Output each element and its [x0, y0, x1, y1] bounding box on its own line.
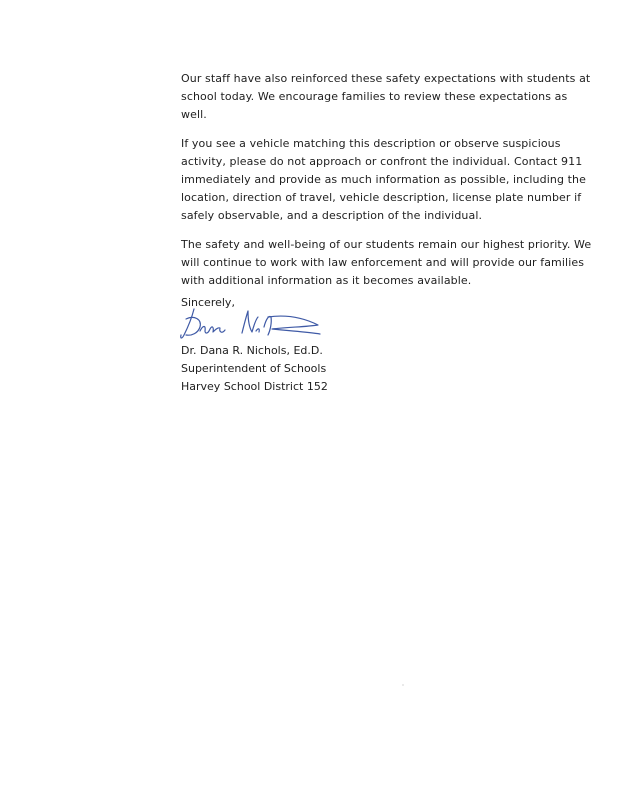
text-line: immediately and provide as much information as possible, including the [181, 173, 586, 186]
signer-title: Superintendent of Schools [181, 362, 327, 375]
scan-speck [402, 684, 404, 686]
text-line: will continue to work with law enforcement and will provide our families [181, 256, 585, 269]
text-line: well. [181, 108, 207, 121]
closing-salutation: Sincerely, [181, 296, 235, 309]
paragraph-report-vehicle [181, 135, 585, 225]
text-line: activity, please do not approach or confront the individual. Contact 911 [181, 155, 583, 168]
text-line: with additional information as it becomes available. [181, 274, 472, 287]
text-line: school today. We encourage families to review these expectations as [181, 90, 568, 103]
text-line: Our staff have also reinforced these safety expectations with students at [181, 72, 591, 85]
text-line: safely observable, and a description of the individual. [181, 209, 483, 222]
text-line: The safety and well-being of our students remain our highest priority. We [181, 238, 592, 251]
handwritten-signature [172, 305, 324, 345]
text-line: location, direction of travel, vehicle description, license plate number if [181, 191, 582, 204]
paragraph-priority [181, 236, 592, 290]
signer-name: Dr. Dana R. Nichols, Ed.D. [181, 344, 323, 357]
text-line: If you see a vehicle matching this description or observe suspicious [181, 137, 561, 150]
paragraph-safety-expectations [181, 70, 591, 124]
letter-body [181, 70, 592, 301]
signer-organization: Harvey School District 152 [181, 380, 328, 393]
signer-block [181, 342, 328, 396]
